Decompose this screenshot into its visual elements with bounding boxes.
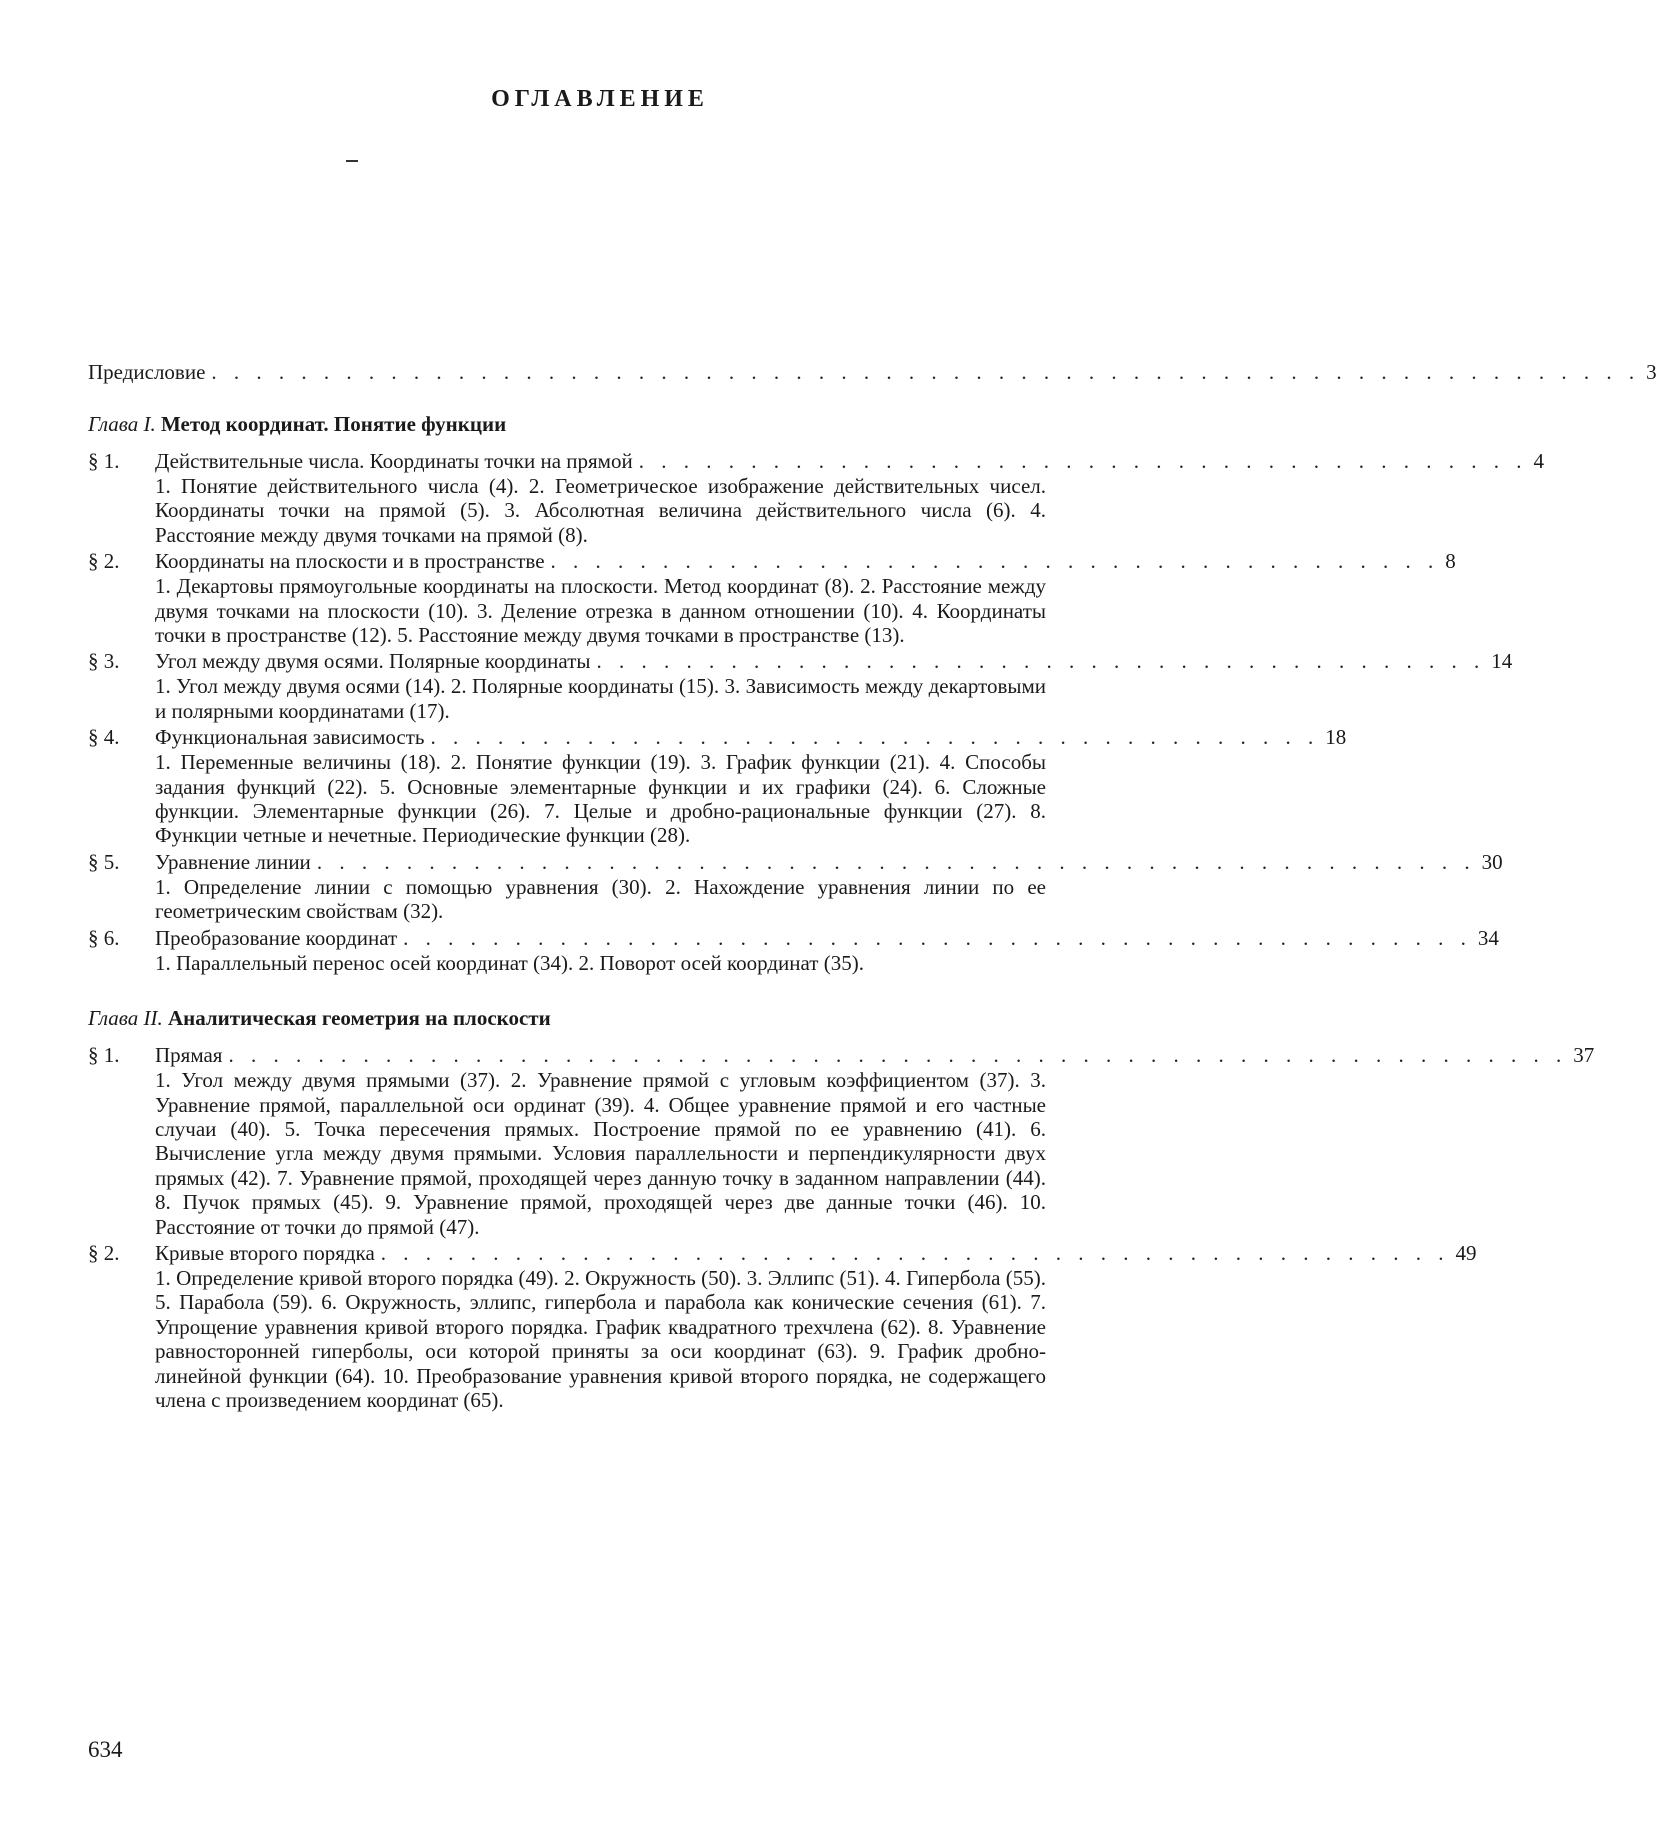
section-title: Уравнение линии <box>155 849 311 874</box>
section-contents: 1. Переменные величины (18). 2. Понятие функции (19). 3. График функции (21). 4. Способы задания функций (22). 5. Основные элементарные функции и их графики (24). 6. Сложные функции. Элементарные функции (26). 7. Целые и дробно-рациональные функции (27). 8. Функции четные и нечетные. Периодические функции (28). <box>155 750 1046 848</box>
chapter-label: Глава II. <box>88 1006 163 1031</box>
section-contents: 1. Параллельный перенос осей координат (34). 2. Поворот осей координат (35). <box>155 950 864 975</box>
section-number: § 4. <box>88 725 120 750</box>
section-title: Функциональная зависимость <box>155 725 425 750</box>
section-page: 18 <box>1325 725 1347 750</box>
toc-preface[interactable] <box>88 360 1657 385</box>
toc-section[interactable] <box>88 1240 1477 1412</box>
section-page: 34 <box>1477 925 1499 950</box>
section-page: 37 <box>1573 1043 1595 1068</box>
section-title: Действительные числа. Координаты точки на прямой <box>155 449 633 473</box>
preface-page: 3 <box>1646 360 1657 384</box>
stray-mark <box>346 160 358 162</box>
section-contents: 1. Понятие действительного числа (4). 2. Геометрическое изображение действительных чисел. Координаты точки на прямой (5). 3. Абсолютная величина действительного числа (6). 4. Расстояние между двумя точками на прямой (8). <box>155 474 1046 547</box>
preface-label: Предисловие <box>88 360 206 384</box>
toc-section[interactable] <box>88 1043 1595 1239</box>
leader-dots: . . . . . . . . . . . . . . . . . . . . . . . . . . . . . . . . . . . . . . . . <box>430 725 1320 750</box>
section-page: 4 <box>1533 449 1544 473</box>
leader-dots: . . . . . . . . . . . . . . . . . . . . . . . . . . . . . . . . . . . . . . . . . . . . . . . . <box>380 1240 1450 1265</box>
section-contents: 1. Декартовы прямоугольные координаты на плоскости. Метод координат (8). 2. Расстояние между двумя точками на плоскости (10). 3. Деление отрезка в данном отношении (10). 4. Координаты точки в пространстве (12). 5. Расстояние между двумя точками в пространстве (13). <box>155 574 1046 648</box>
page-title: ОГЛАВЛЕНИЕ <box>491 86 709 112</box>
section-title: Координаты на плоскости и в пространстве <box>155 549 545 574</box>
section-number: § 5. <box>88 849 120 874</box>
leader-dots: . . . . . . . . . . . . . . . . . . . . . . . . . . . . . . . . . . . . . . . . . . . . . . . . . . . . <box>316 849 1476 874</box>
toc-section[interactable] <box>88 449 1544 547</box>
toc-section[interactable] <box>88 549 1456 648</box>
chapter-2-heading <box>88 1005 1108 1031</box>
section-contents: 1. Угол между двумя осями (14). 2. Полярные координаты (15). 3. Зависимость между декартовыми и полярными координатами (17). <box>155 674 1046 723</box>
toc-section[interactable] <box>88 925 1499 975</box>
section-page: 30 <box>1481 849 1503 874</box>
chapter-title: Метод координат. Понятие функции <box>160 412 507 436</box>
chapter-label: Глава I. <box>88 412 156 436</box>
section-number: § 1. <box>88 1043 120 1068</box>
section-title: Преобразование координат <box>155 925 398 950</box>
section-page: 14 <box>1491 649 1513 674</box>
page-number: 634 <box>88 1737 123 1762</box>
section-number: § 3. <box>88 649 120 674</box>
section-title: Кривые второго порядка <box>155 1240 375 1265</box>
section-number: § 2. <box>88 549 120 574</box>
section-page: 8 <box>1445 549 1456 574</box>
toc-section[interactable] <box>88 649 1513 723</box>
table-of-contents <box>88 360 1657 1414</box>
chapter-title: Аналитическая геометрия на плоскости <box>167 1006 551 1031</box>
section-contents: 1. Угол между двумя прямыми (37). 2. Уравнение прямой с угловым коэффициентом (37). 3. Уравнение прямой, параллельной оси ординат (39). 4. Общее уравнение прямой и его частные случаи (40). 5. Точка пересечения прямых. Построение прямой по ее уравнению (41). 6. Вычисление угла между двумя прямыми. Условия параллельности и перпендикулярности двух прямых (42). 7. Уравнение прямой, проходящей через данную точку в заданном направлении (44). 8. Пучок прямых (45). 9. Уравнение прямой, проходящей через две данные точки (46). 10. Расстояние от точки до прямой (47). <box>155 1068 1046 1239</box>
leader-dots: . . . . . . . . . . . . . . . . . . . . . . . . . . . . . . . . . . . . . . . . . . . . . . . . <box>403 925 1472 950</box>
section-contents: 1. Определение линии с помощью уравнения (30). 2. Нахождение уравнения линии по ее геометрическим свойствам (32). <box>155 874 1046 924</box>
section-number: § 1. <box>88 449 120 473</box>
section-number: § 6. <box>88 925 120 950</box>
section-page: 49 <box>1455 1240 1477 1265</box>
section-number: § 2. <box>88 1240 120 1265</box>
leader-dots: . . . . . . . . . . . . . . . . . . . . . . . . . . . . . . . . . . . . . . . . <box>596 649 1486 674</box>
leader-dots: . . . . . . . . . . . . . . . . . . . . . . . . . . . . . . . . . . . . . . . . <box>638 449 1528 473</box>
leader-dots: . . . . . . . . . . . . . . . . . . . . . . . . . . . . . . . . . . . . . . . . <box>550 549 1440 574</box>
section-contents: 1. Определение кривой второго порядка (49). 2. Окружность (50). 3. Эллипс (51). 4. Гипербола (55). 5. Парабола (59). 6. Окружность, эллипс, гипербола и парабола как конические сечения (61). 7. Упрощение уравнения кривой второго порядка. График квадратного трехчлена (62). 8. Уравнение равносторонней гиперболы, оси которой приняты за оси координат (63). 9. График дробно-линейной функции (64). 10. Преобразование уравнения кривой второго порядка, не содержащего члена с произведением координат (65). <box>155 1265 1046 1412</box>
toc-section[interactable] <box>88 849 1503 924</box>
toc-section[interactable] <box>88 725 1347 848</box>
section-title: Прямая <box>155 1043 223 1068</box>
leader-dots: . . . . . . . . . . . . . . . . . . . . . . . . . . . . . . . . . . . . . . . . . . . . . . . . . . . . . . . . . . . . <box>228 1043 1568 1068</box>
chapter-1-heading <box>88 411 1108 437</box>
section-title: Угол между двумя осями. Полярные координаты <box>155 649 591 674</box>
leader-dots: . . . . . . . . . . . . . . . . . . . . . . . . . . . . . . . . . . . . . . . . . . . . . . . . . . . . . . . . . . . . . . . . <box>211 360 1641 384</box>
